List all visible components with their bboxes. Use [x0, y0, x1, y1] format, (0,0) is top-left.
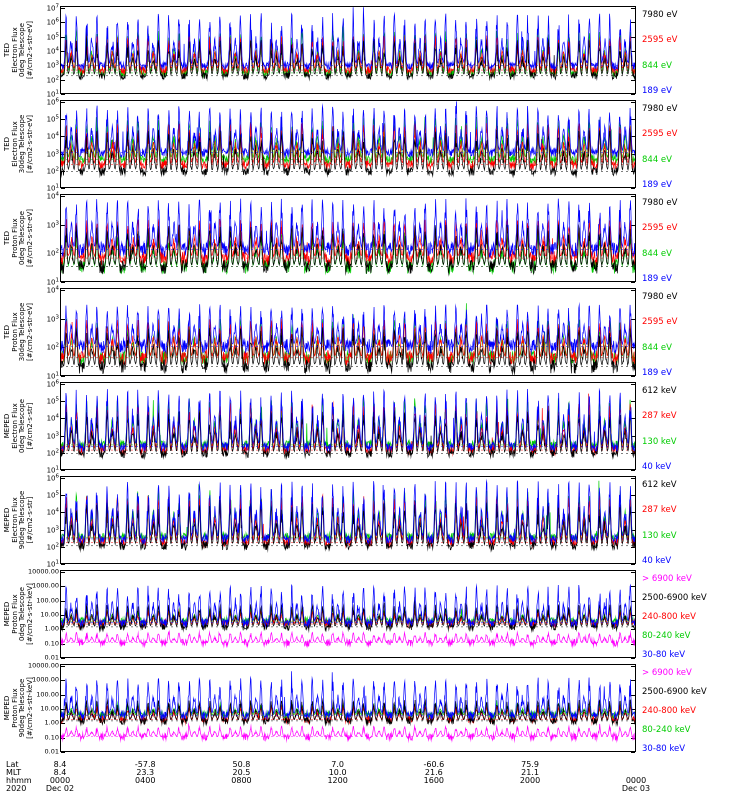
legend-entry: 2500-6900 keV — [642, 593, 707, 603]
legend-entry: > 6900 keV — [642, 574, 692, 584]
legend-entry: 612 keV — [642, 480, 677, 490]
y-axis-title-line: 0deg Telescope — [18, 398, 26, 454]
y-tick-mark — [631, 282, 635, 283]
y-tick-label: $10^1$ — [46, 559, 59, 569]
legend-entry: > 6900 keV — [642, 668, 692, 678]
y-axis-title-line: MEPED — [3, 601, 11, 627]
chart-panel-ted-electron-flux-0deg — [46, 3, 636, 99]
legend-entry: 612 keV — [642, 386, 677, 396]
legend-entry: 189 eV — [642, 274, 672, 284]
y-tick-label: 0.01 — [44, 747, 59, 756]
y-tick-label: 1000.00 — [32, 675, 59, 684]
x-axis-row-label: hhmm — [6, 776, 32, 785]
series-canvas — [61, 383, 635, 469]
legend-entry: 7980 eV — [642, 10, 678, 20]
y-tick-label: $10^4$ — [46, 413, 59, 424]
series-canvas — [61, 195, 635, 281]
legend-entry: 80-240 keV — [642, 631, 691, 641]
y-axis-title — [4, 100, 34, 188]
y-tick-label: $10^3$ — [46, 430, 59, 441]
y-tick-label: 10.00 — [40, 704, 59, 713]
y-axis-title — [4, 570, 34, 658]
y-tick-mark — [631, 376, 635, 377]
x-axis-row-label: Lat — [6, 760, 19, 769]
y-tick-mark — [631, 188, 635, 189]
y-tick-label: $10^5$ — [46, 396, 59, 406]
y-axis-title-line: 90deg Telescope — [18, 678, 26, 738]
y-axis-title-line: TED — [3, 324, 11, 340]
y-tick-label: $10^1$ — [46, 277, 59, 287]
chart-panel-meped-electron-flux-0deg — [46, 379, 636, 475]
y-tick-label: $10^1$ — [46, 465, 59, 475]
y-axis-title — [4, 476, 34, 564]
legend-entry: 189 eV — [642, 86, 672, 96]
x-tick-date: Dec 03 — [621, 784, 651, 793]
y-tick-label: 10.00 — [40, 610, 59, 619]
legend-entry: 2595 eV — [642, 35, 678, 46]
x-tick-lat: -57.8 — [134, 760, 156, 769]
y-tick-label: 100.00 — [36, 690, 59, 699]
y-axis-title-line: Electron Flux — [10, 403, 19, 449]
y-axis-title — [4, 382, 34, 470]
y-axis-title-line: [#/cm2-s-str-keV] — [25, 677, 34, 739]
y-tick-mark — [631, 470, 635, 471]
y-axis-title-line: TED — [3, 136, 11, 152]
y-tick-label: $10^1$ — [46, 89, 59, 99]
series-canvas — [61, 289, 635, 375]
y-axis-title-line: MEPED — [3, 507, 11, 533]
legend-entry: 844 eV — [642, 248, 672, 259]
x-tick-lat: -60.6 — [423, 760, 445, 769]
y-axis-title-line: TED — [3, 42, 11, 58]
y-axis-title-line: TED — [3, 230, 11, 246]
y-axis-title-line: [#/cm2-s-str-eV] — [25, 21, 34, 79]
x-tick-time: 1200 — [327, 776, 348, 785]
y-tick-label: $10^2$ — [46, 342, 59, 352]
x-tick-mlt: 8.4 — [53, 768, 67, 777]
y-tick-mark — [61, 282, 65, 283]
legend-entry: 80-240 keV — [642, 725, 691, 735]
legend-entry: 189 eV — [642, 180, 672, 190]
legend-entry: 7980 eV — [642, 104, 678, 114]
legend-entry: 844 eV — [642, 342, 672, 353]
x-tick-time: 2000 — [519, 776, 541, 785]
y-axis-title-line: 30deg Telescope — [18, 114, 26, 174]
series-canvas — [61, 571, 635, 657]
y-tick-mark — [631, 564, 635, 565]
x-tick-mlt: 20.5 — [232, 768, 251, 777]
y-tick-label: $10^2$ — [46, 166, 59, 176]
legend-entry: 240-800 keV — [642, 706, 696, 716]
series-canvas — [61, 101, 635, 187]
y-axis-title-line: 0deg Telescope — [18, 22, 26, 78]
legend-entry: 287 keV — [642, 505, 677, 516]
x-tick-mlt: 21.6 — [424, 768, 443, 777]
y-tick-label: $10^5$ — [46, 114, 59, 124]
legend-entry: 2500-6900 keV — [642, 687, 707, 697]
x-tick-time: 1600 — [423, 776, 444, 785]
x-tick-lat: 7.0 — [331, 760, 344, 769]
y-tick-label: $10^3$ — [46, 148, 59, 159]
y-axis-title — [4, 288, 34, 376]
legend-entry: 189 eV — [642, 368, 672, 378]
y-tick-label: $10^2$ — [46, 74, 59, 85]
legend-entry: 40 keV — [642, 462, 672, 472]
y-tick-label: $10^2$ — [46, 542, 59, 552]
y-tick-label: $10^5$ — [46, 31, 59, 42]
x-tick-time: 0000 — [625, 776, 647, 785]
legend-entry: 7980 eV — [642, 292, 678, 302]
y-tick-label: 100.00 — [36, 596, 59, 605]
y-axis-title-line: [#/cm2-s-str-keV] — [25, 583, 34, 645]
y-axis-title-line: 30deg Telescope — [18, 302, 26, 362]
series-canvas — [61, 665, 635, 751]
y-tick-label: 1.00 — [44, 718, 59, 727]
y-tick-label: $10^3$ — [46, 219, 59, 230]
x-tick-lat: 50.8 — [232, 760, 251, 769]
y-axis-title-line: [#/cm2-s-str-eV] — [25, 115, 34, 173]
y-tick-label: 10000.00 — [27, 567, 59, 576]
y-axis-title-line: [#/cm2-s-str] — [25, 402, 34, 450]
legend-entry: 7980 eV — [642, 198, 678, 208]
y-tick-label: $10^7$ — [46, 3, 59, 13]
x-tick-mlt: 23.3 — [136, 768, 155, 777]
y-tick-mark — [61, 188, 65, 189]
y-tick-label: $10^3$ — [46, 524, 59, 535]
y-axis-title-line: 0deg Telescope — [18, 586, 26, 642]
y-axis-title-line: Electron Flux — [10, 497, 19, 543]
y-tick-mark — [61, 564, 65, 565]
y-axis-title-line: [#/cm2-s-str-eV] — [25, 209, 34, 267]
y-tick-label: $10^5$ — [46, 490, 59, 500]
y-tick-mark — [631, 658, 635, 659]
y-tick-label: $10^6$ — [46, 17, 59, 27]
legend-entry: 844 eV — [642, 154, 672, 165]
x-tick-time: 0400 — [135, 776, 156, 785]
y-tick-label: $10^6$ — [46, 97, 59, 107]
y-axis-title-line: MEPED — [3, 695, 11, 721]
x-tick-lat: 8.4 — [53, 760, 67, 769]
chart-panel-ted-proton-flux-30deg — [46, 285, 636, 381]
legend-entry: 30-80 keV — [642, 744, 686, 754]
y-axis-title — [4, 664, 34, 752]
y-axis-title-line: Proton Flux — [10, 218, 19, 258]
chart-panel-ted-electron-flux-30deg — [46, 97, 636, 193]
x-tick-mlt: 10.0 — [328, 768, 347, 777]
y-axis-title — [4, 194, 34, 282]
y-axis-title-line: 0deg Telescope — [18, 210, 26, 266]
y-axis-title-line: [#/cm2-s-str-eV] — [25, 303, 34, 361]
x-tick-date: Dec 02 — [45, 784, 75, 793]
y-tick-label: $10^6$ — [46, 473, 59, 483]
chart-panel-ted-proton-flux-0deg — [46, 191, 636, 287]
y-axis-title-line: 90deg Telescope — [18, 490, 26, 550]
legend-entry: 130 keV — [642, 530, 677, 541]
x-axis-row-label: 2020 — [6, 784, 27, 793]
y-axis-title-line: Proton Flux — [10, 312, 19, 352]
legend-entry: 2595 eV — [642, 317, 678, 328]
y-tick-mark — [631, 752, 635, 753]
legend-entry: 30-80 keV — [642, 650, 686, 660]
y-tick-mark — [61, 470, 65, 471]
y-tick-label: 1.00 — [44, 624, 59, 633]
y-tick-mark — [61, 94, 65, 95]
legend-entry: 2595 eV — [642, 129, 678, 140]
y-tick-label: 0.10 — [44, 733, 59, 742]
y-tick-label: $10^3$ — [46, 60, 59, 70]
y-tick-mark — [61, 376, 65, 377]
y-tick-label: $10^4$ — [46, 131, 59, 142]
y-tick-label: $10^3$ — [46, 313, 59, 324]
series-canvas — [61, 477, 635, 563]
y-tick-label: $10^2$ — [46, 448, 59, 458]
y-tick-label: 0.01 — [44, 653, 59, 662]
y-tick-label: $10^6$ — [46, 379, 59, 389]
y-tick-label: $10^4$ — [46, 285, 59, 295]
legend-entry: 287 keV — [642, 411, 677, 422]
legend-entry: 40 keV — [642, 556, 672, 566]
y-tick-label: $10^4$ — [46, 507, 59, 518]
chart-panel-meped-electron-flux-90deg — [46, 473, 636, 569]
y-tick-mark — [61, 658, 65, 659]
y-axis-title-line: [#/cm2-s-str] — [25, 496, 34, 544]
y-axis-title-line: Proton Flux — [10, 594, 19, 634]
y-tick-mark — [61, 752, 65, 753]
y-tick-label: $10^2$ — [46, 248, 59, 258]
legend-entry: 130 keV — [642, 436, 677, 447]
y-axis-title-line: Electron Flux — [10, 121, 19, 167]
y-tick-label: 10000.00 — [27, 661, 59, 670]
x-tick-time: 0800 — [231, 776, 252, 785]
x-tick-time: 0000 — [49, 776, 71, 785]
y-axis-title-line: Electron Flux — [10, 27, 19, 73]
y-tick-label: $10^4$ — [46, 191, 59, 201]
y-tick-label: 0.10 — [44, 639, 59, 648]
y-tick-label: $10^1$ — [46, 183, 59, 193]
x-axis-row-label: MLT — [6, 768, 22, 777]
y-tick-mark — [631, 94, 635, 95]
y-tick-label: $10^1$ — [46, 371, 59, 381]
y-tick-label: $10^4$ — [46, 46, 59, 56]
y-tick-label: 1000.00 — [32, 581, 59, 590]
x-tick-mlt: 21.1 — [521, 768, 539, 777]
y-axis-title-line: Proton Flux — [10, 688, 19, 728]
legend-entry: 240-800 keV — [642, 612, 696, 622]
legend-entry: 844 eV — [642, 60, 672, 71]
y-axis-title — [4, 6, 34, 94]
series-canvas — [61, 7, 635, 93]
legend-entry: 2595 eV — [642, 223, 678, 234]
x-tick-lat: 75.9 — [521, 760, 539, 769]
y-axis-title-line: MEPED — [3, 413, 11, 439]
x-axis — [0, 760, 750, 800]
